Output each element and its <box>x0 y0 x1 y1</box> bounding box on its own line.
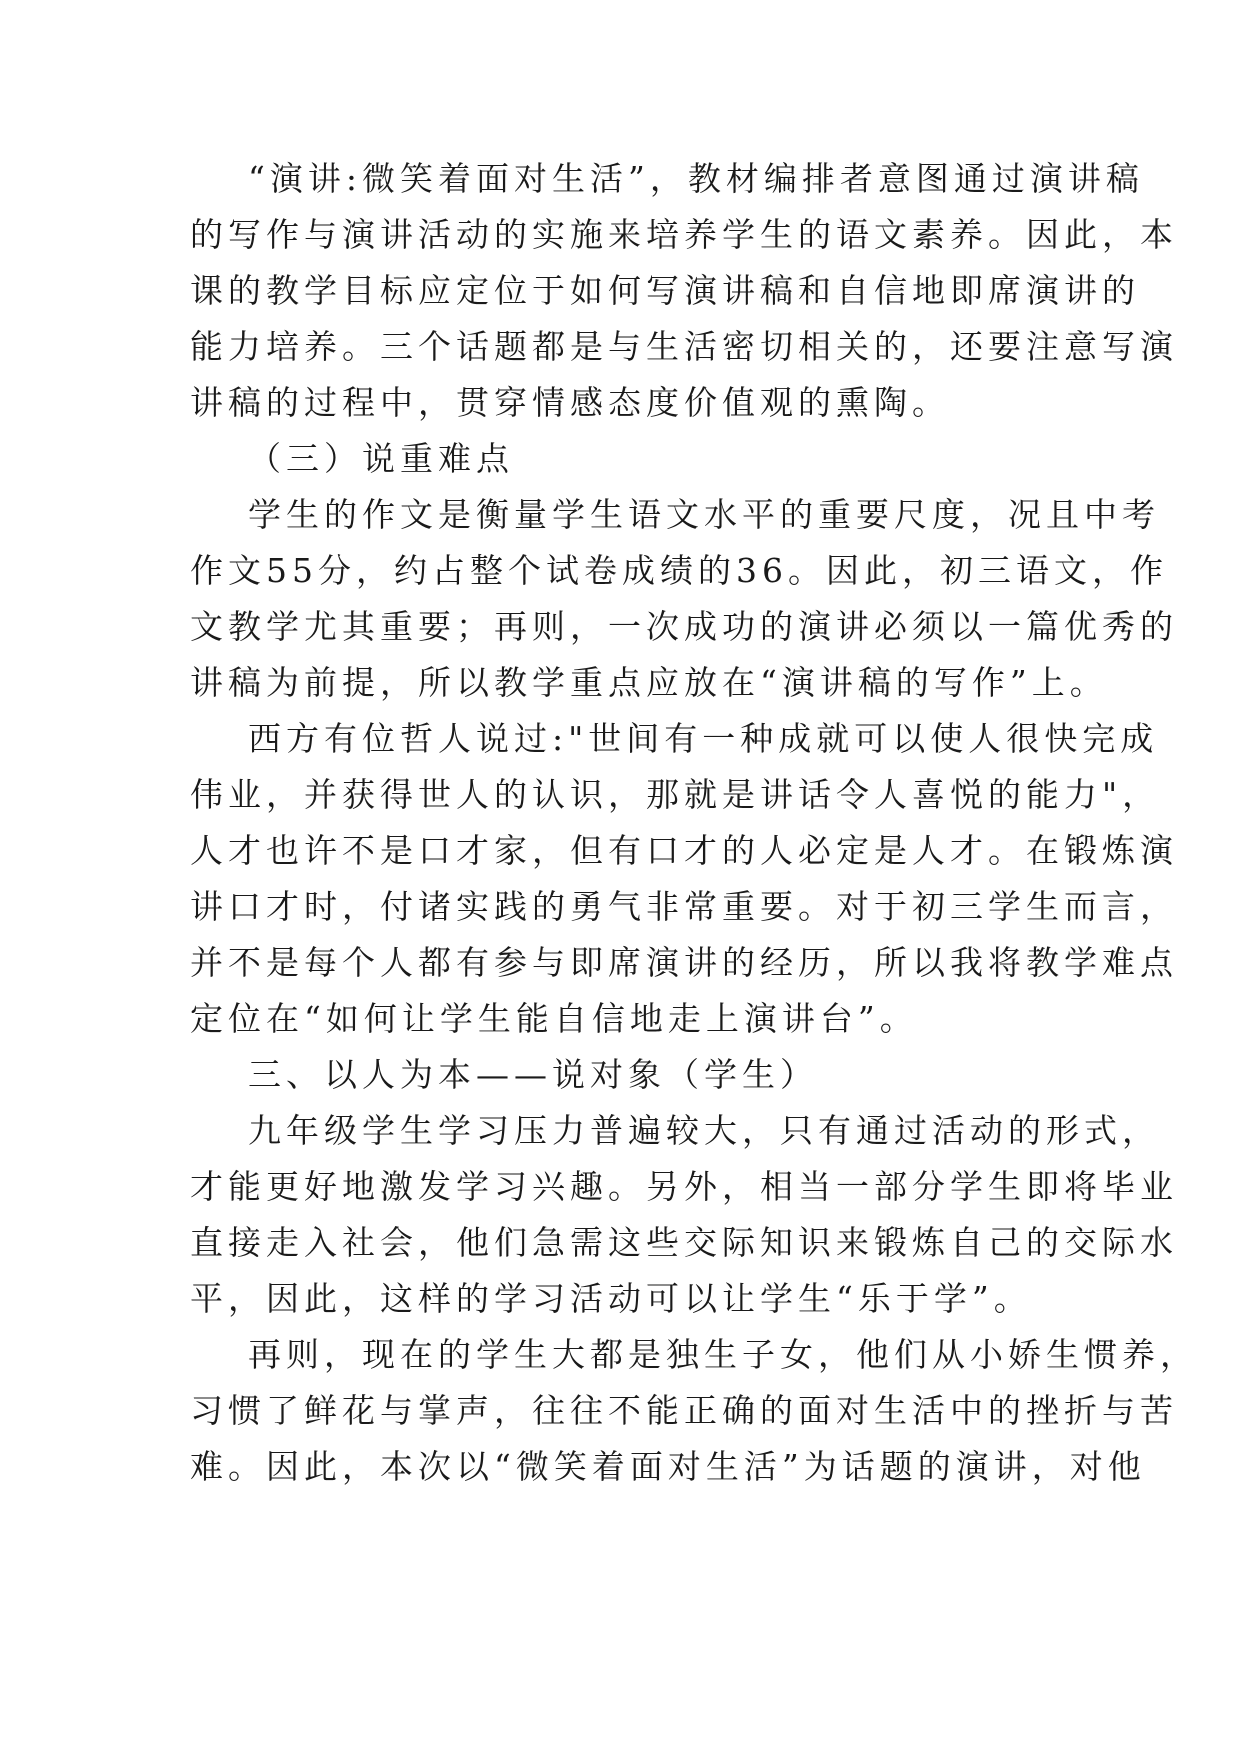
text-line: 能力培养。三个话题都是与生活密切相关的，还要注意写演 <box>190 327 1178 366</box>
text-line: 讲口才时，付诸实践的勇气非常重要。对于初三学生而言， <box>190 887 1178 926</box>
text-line: 作文55分，约占整个试卷成绩的36。因此，初三语文，作 <box>190 551 1168 590</box>
text-line: “演讲:微笑着面对生活”，教材编排者意图通过演讲稿 <box>248 159 1144 198</box>
text-line: 习惯了鲜花与掌声，往往不能正确的面对生活中的挫折与苦 <box>190 1391 1178 1430</box>
text-line: 文教学尤其重要；再则，一次成功的演讲必须以一篇优秀的 <box>190 607 1178 646</box>
text-line: 才能更好地激发学习兴趣。另外，相当一部分学生即将毕业 <box>190 1167 1178 1206</box>
text-line: 伟业，并获得世人的认识，那就是讲话令人喜悦的能力"， <box>190 775 1161 814</box>
text-line: 难。因此，本次以“微笑着面对生活”为话题的演讲，对他 <box>190 1447 1146 1486</box>
text-line: 再则，现在的学生大都是独生子女，他们从小娇生惯养， <box>248 1335 1198 1374</box>
text-line: 讲稿的过程中，贯穿情感态度价值观的熏陶。 <box>190 383 950 422</box>
text-line: 并不是每个人都有参与即席演讲的经历，所以我将教学难点 <box>190 943 1178 982</box>
text-line: 课的教学目标应定位于如何写演讲稿和自信地即席演讲的 <box>190 271 1140 310</box>
text-line: 九年级学生学习压力普遍较大，只有通过活动的形式， <box>248 1111 1160 1150</box>
section-heading: （三）说重难点 <box>248 439 514 478</box>
text-line: 讲稿为前提，所以教学重点应放在“演讲稿的写作”上。 <box>190 663 1108 702</box>
text-line: 西方有位哲人说过:"世间有一种成就可以使人很快完成 <box>248 719 1159 758</box>
text-line: 人才也许不是口才家，但有口才的人必定是人才。在锻炼演 <box>190 831 1178 870</box>
text-line: 学生的作文是衡量学生语文水平的重要尺度，况且中考 <box>248 495 1160 534</box>
text-line: 平，因此，这样的学习活动可以让学生“乐于学”。 <box>190 1279 1032 1318</box>
section-heading: 三、以人为本——说对象（学生） <box>248 1055 818 1094</box>
text-line: 定位在“如何让学生能自信地走上演讲台”。 <box>190 999 918 1038</box>
text-line: 的写作与演讲活动的实施来培养学生的语文素养。因此，本 <box>190 215 1178 254</box>
text-line: 直接走入社会，他们急需这些交际知识来锻炼自己的交际水 <box>190 1223 1178 1262</box>
